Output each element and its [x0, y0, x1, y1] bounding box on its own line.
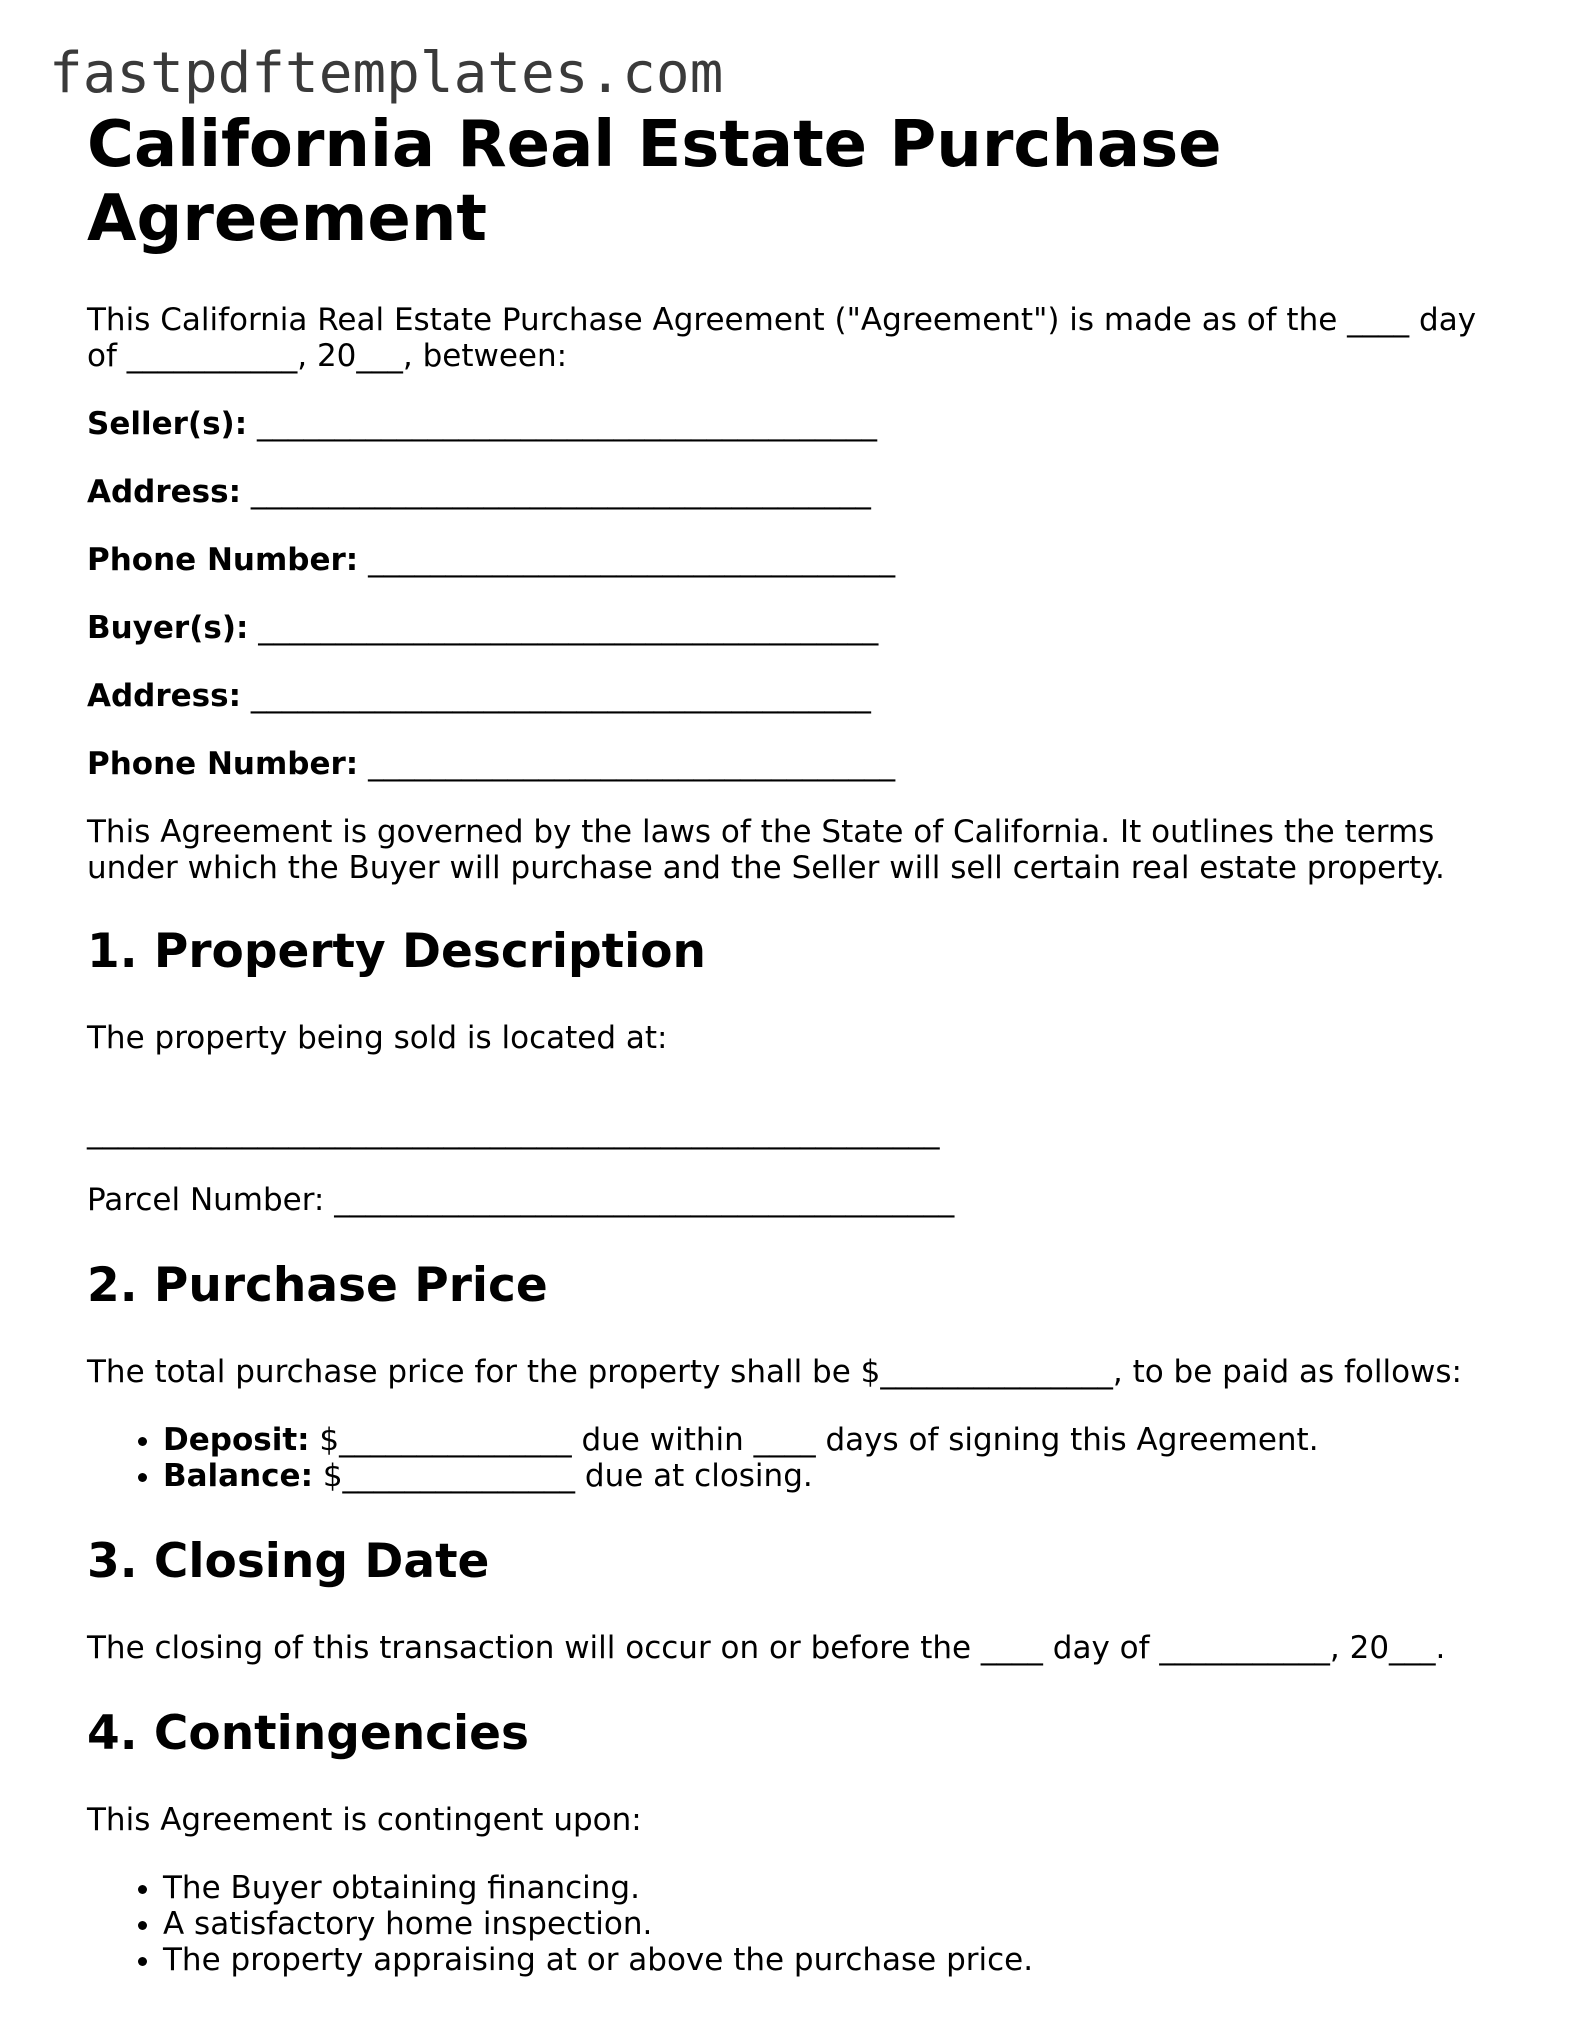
- parcel-label: Parcel Number:: [87, 1182, 325, 1218]
- list-item: • A satisfactory home inspection.: [163, 1906, 1507, 1942]
- watermark: fastpdftemplates.com: [49, 41, 724, 106]
- section-heading-price: 2. Purchase Price: [87, 1258, 548, 1313]
- seller-field: [87, 406, 1507, 442]
- property-address-blank: _______________________________________________________: [87, 1114, 940, 1150]
- buyer-address-field: [87, 678, 1507, 714]
- field-label: Phone Number:: [87, 542, 359, 578]
- closing-date-text: The closing of this transaction will occur on or before the ____ day of ___________, 20___.: [87, 1630, 1446, 1666]
- governing-law-paragraph: This Agreement is governed by the laws of the State of California. It outlines the terms under which the Buyer will purchase and the Seller will sell certain real estate property.: [87, 814, 1445, 886]
- buyer-phone-field: [87, 746, 1507, 782]
- list-item: • The Buyer obtaining financing.: [163, 1870, 1507, 1906]
- field-label: Address:: [87, 474, 241, 510]
- item-text: $_______________ due at closing.: [312, 1458, 813, 1494]
- parcel-blank: ________________________________________: [334, 1182, 955, 1218]
- field-label: Address:: [87, 678, 241, 714]
- section-heading-property: 1. Property Description: [87, 924, 706, 979]
- contingencies-text: This Agreement is contingent upon:: [87, 1802, 642, 1838]
- section-heading-closing: 3. Closing Date: [87, 1534, 490, 1589]
- seller-phone-field: [87, 542, 1507, 578]
- item-text: $_______________ due within ____ days of signing this Agreement.: [309, 1422, 1319, 1458]
- field-label: Seller(s):: [87, 406, 248, 442]
- field-blank: ________________________________________: [250, 474, 871, 510]
- field-blank: ________________________________________: [258, 610, 879, 646]
- item-label: Balance:: [163, 1458, 313, 1494]
- seller-address-field: [87, 474, 1507, 510]
- document-title: California Real Estate Purchase Agreement: [87, 108, 1222, 256]
- field-blank: __________________________________: [368, 746, 896, 782]
- item-label: Deposit:: [163, 1422, 310, 1458]
- parcel-number-field: [87, 1182, 1507, 1218]
- list-item: [163, 1422, 1507, 1458]
- list-item: • The property appraising at or above the purchase price.: [163, 1942, 1507, 1978]
- field-label: Phone Number:: [87, 746, 359, 782]
- buyer-field: [87, 610, 1507, 646]
- purchase-price-text: The total purchase price for the property shall be $_______________, to be paid as follows:: [87, 1354, 1463, 1390]
- property-location-text: The property being sold is located at:: [87, 1020, 668, 1056]
- contingencies-list: [87, 1870, 1507, 1978]
- section-heading-contingencies: 4. Contingencies: [87, 1706, 530, 1761]
- intro-paragraph: This California Real Estate Purchase Agreement ("Agreement") is made as of the ____ day of ___________, 20___, between:: [87, 302, 1477, 374]
- document-page: [87, 108, 1507, 1978]
- list-item: [163, 1458, 1507, 1494]
- field-label: Buyer(s):: [87, 610, 249, 646]
- field-blank: __________________________________: [368, 542, 896, 578]
- field-blank: ________________________________________: [250, 678, 871, 714]
- field-blank: ________________________________________: [256, 406, 877, 442]
- payment-list: [87, 1422, 1507, 1494]
